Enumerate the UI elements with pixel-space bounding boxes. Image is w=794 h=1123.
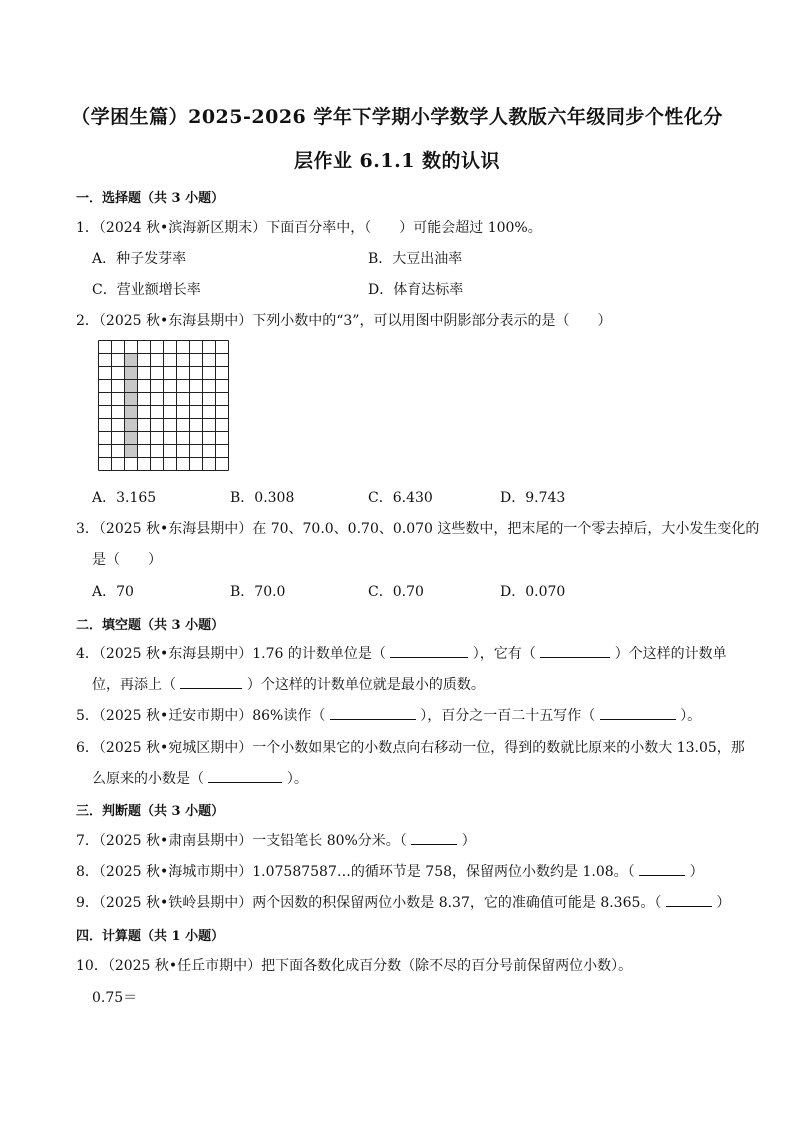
question-6-line2: [92, 768, 308, 788]
section-heading-compute: 四．计算题（共 1 小题）: [76, 929, 225, 944]
q1-option-d: D．体育达标率: [368, 282, 464, 298]
q3-option-b: B．70.0: [230, 584, 286, 600]
q8-text-b: ）: [689, 864, 704, 880]
question-10: 10．（2025 秋•任丘市期中）把下面各数化成百分数（除不尽的百分号前保留两位小数）。: [76, 958, 633, 974]
question-7: [76, 830, 476, 850]
answer-blank[interactable]: [208, 770, 282, 783]
section-heading-judge: 三．判断题（共 3 小题）: [76, 804, 225, 819]
q5-text-a: 5．（2025 秋•迁安市期中）86%读作（: [76, 708, 326, 724]
shaded-cell: [125, 393, 138, 406]
question-3: 3．（2025 秋•东海县期中）在 70、70.0、0.70、0.070 这些数中，把末尾的一个零去掉后，大小发生变化的: [76, 521, 760, 537]
shaded-cell: [125, 367, 138, 380]
question-8: [76, 861, 704, 881]
q8-text-a: 8．（2025 秋•海城市期中）1.07587587…的循环节是 758，保留两位小数约是 1.08。（: [76, 864, 635, 880]
q1-option-c: C．营业额增长率: [92, 282, 201, 298]
question-4-line2: [92, 674, 485, 694]
shaded-cell: [125, 354, 138, 367]
answer-blank[interactable]: [600, 707, 676, 720]
q2-option-c: C．6.430: [368, 490, 433, 506]
question-4: [76, 643, 727, 663]
section-heading-choice: 一．选择题（共 3 小题）: [76, 191, 225, 206]
q4-text-b: ），它有（: [472, 646, 536, 662]
q5-text-b: ），百分之一百二十五写作（: [420, 708, 596, 724]
q2-option-d: D．9.743: [500, 490, 566, 506]
question-9: [76, 892, 730, 912]
q5-text-c: ）。: [680, 708, 702, 724]
q1-option-b: B．大豆出油率: [368, 251, 463, 267]
page-title-line2: 层作业 6.1.1 数的认识: [293, 150, 501, 172]
q2-option-b: B．0.308: [230, 490, 295, 506]
q9-text-b: ）: [716, 895, 731, 911]
shaded-cell: [125, 380, 138, 393]
q9-text-a: 9．（2025 秋•铁岭县期中）两个因数的积保留两位小数是 8.37，它的准确值可能是 8.365。（: [76, 895, 662, 911]
answer-blank[interactable]: [540, 645, 610, 658]
section-heading-fill: 二．填空题（共 3 小题）: [76, 618, 225, 633]
q3-option-a: A．70: [92, 584, 134, 600]
q4-text-c: ）个这样的计数单: [614, 646, 727, 662]
q10-expression: 0.75＝: [92, 990, 138, 1006]
question-2: 2．（2025 秋•东海县期中）下列小数中的“3”，可以用图中阴影部分表示的是（ ）: [76, 313, 612, 329]
q3-option-d: D．0.070: [500, 584, 566, 600]
answer-blank[interactable]: [330, 707, 416, 720]
q7-text-b: ）: [461, 833, 476, 849]
question-6: 6．（2025 秋•宛城区期中）一个小数如果它的小数点向右移动一位，得到的数就比原来的小数大 13.05，那: [76, 740, 745, 756]
q7-text-a: 7．（2025 秋•肃南县期中）一支铅笔长 80%分米。（: [76, 833, 407, 849]
q4-text-e: ）个这样的计数单位就是最小的质数。: [246, 677, 485, 693]
q6-text-a: 么原来的小数是（: [92, 771, 204, 787]
answer-blank[interactable]: [639, 863, 685, 876]
answer-blank[interactable]: [666, 894, 712, 907]
q2-option-a: A．3.165: [92, 490, 157, 506]
answer-blank[interactable]: [180, 676, 242, 689]
question-1: 1．（2024 秋•滨海新区期末）下面百分率中，（ ）可能会超过 100%。: [76, 220, 542, 236]
q4-text-d: 位，再添上（: [92, 677, 176, 693]
hundred-square-grid-figure: [98, 340, 229, 471]
q4-text-a: 4．（2025 秋•东海县期中）1.76 的计数单位是（: [76, 646, 386, 662]
q1-option-a: A．种子发芽率: [92, 251, 187, 267]
answer-blank[interactable]: [411, 832, 457, 845]
shaded-cell: [125, 445, 138, 458]
question-5: [76, 705, 701, 725]
shaded-cell: [125, 432, 138, 445]
question-3-line2: 是（ ）: [92, 552, 162, 568]
shaded-cell: [125, 406, 138, 419]
answer-blank[interactable]: [390, 645, 468, 658]
page-title: （学困生篇）2025-2026 学年下学期小学数学人教版六年级同步个性化分: [71, 106, 723, 128]
shaded-cell: [125, 419, 138, 432]
q6-text-b: ）。: [286, 771, 308, 787]
q3-option-c: C．0.70: [368, 584, 424, 600]
